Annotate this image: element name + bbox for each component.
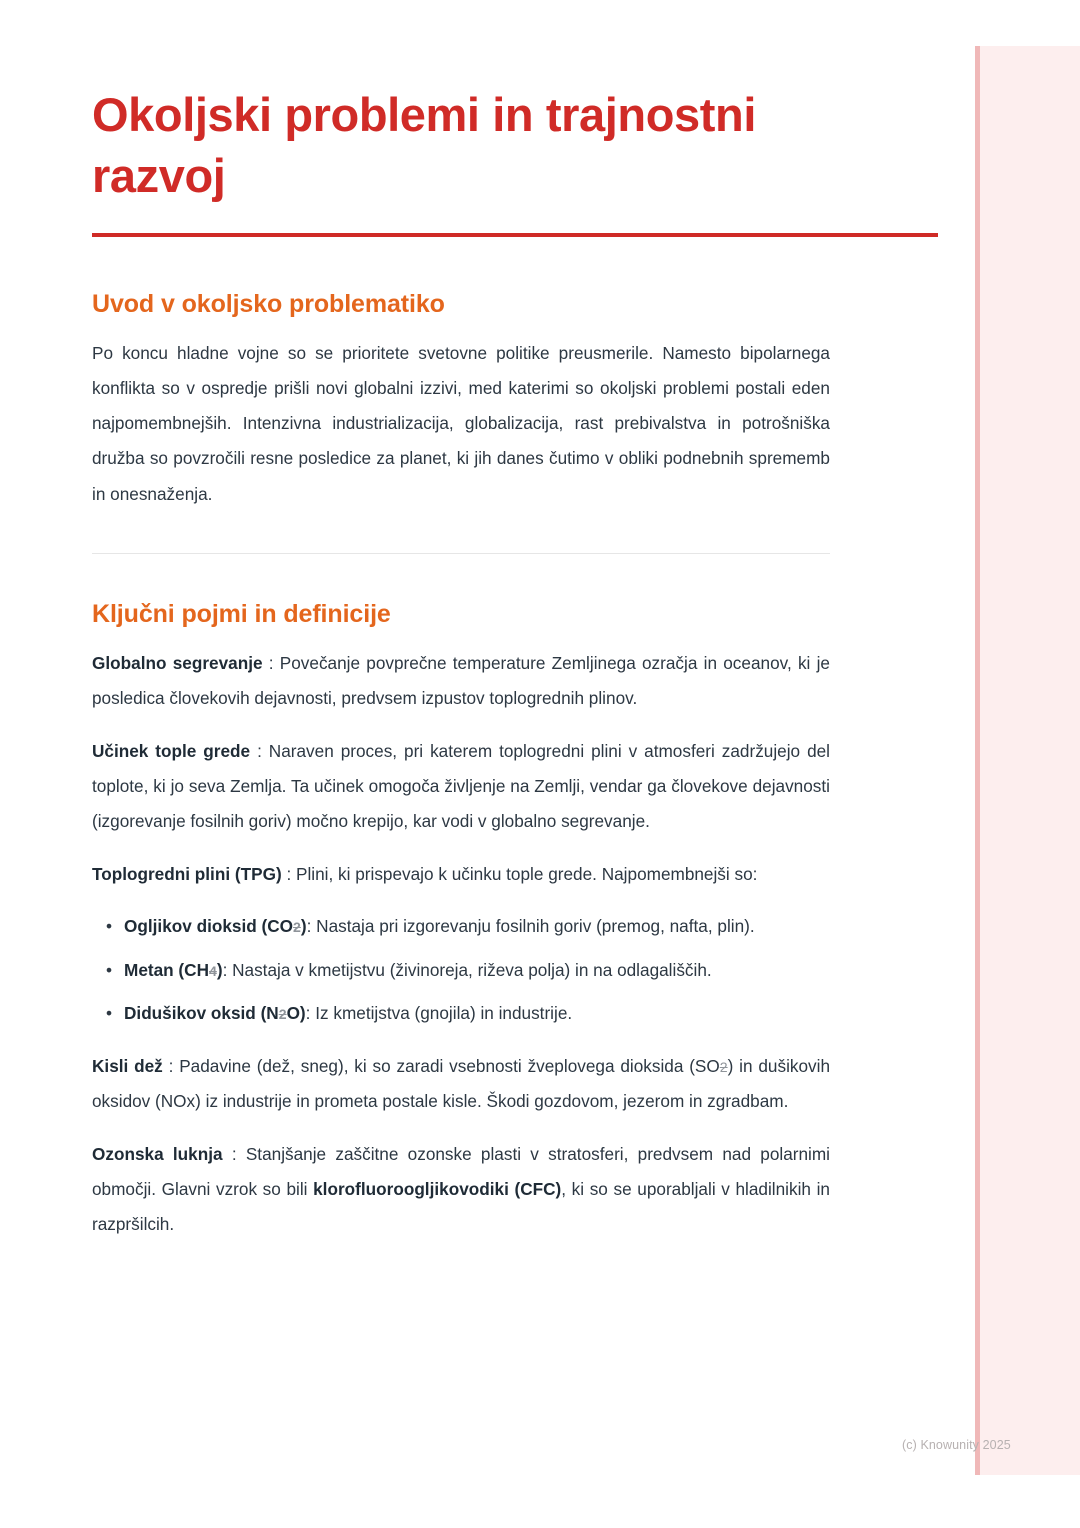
definition-text-after: ) in dušikovih oksidov (NOx) iz industrije in prometa postale kisle. Škodi gozdovom, jezerom in zgradbam. xyxy=(92,1055,831,1111)
definition-separator: : xyxy=(162,1055,180,1076)
definition-term: Ozonska luknja xyxy=(92,1144,223,1164)
definition-term: Toplogredni plini (TPG) xyxy=(92,864,282,885)
page-title: Okoljski problemi in trajnostni razvoj xyxy=(92,88,756,203)
gas-name-before: Metan (CH xyxy=(124,959,209,980)
definition-term: Kisli dež xyxy=(92,1055,163,1076)
definition-separator: : xyxy=(262,652,280,673)
definition-kisli-dez xyxy=(92,1049,830,1119)
definition-separator: : xyxy=(281,864,296,885)
definition-text-before: Padavine (dež, sneg), ki so zaradi vsebnosti žveplovega dioksida (SO xyxy=(179,1055,720,1076)
bullet-icon: • xyxy=(106,959,113,980)
definition-term: Globalno segrevanje xyxy=(92,652,263,673)
definition-text-before: Stanjšanje zaščitne ozonske plasti v stratosferi, predvsem nad polarnimi območji. Glavni vzrok so bili xyxy=(92,1144,831,1200)
definition-toplogredni-plini xyxy=(92,857,830,892)
gas-subscript: 2 xyxy=(278,1006,287,1023)
gas-description: : Iz kmetijstva (gnojila) in industrije. xyxy=(305,1003,573,1024)
paragraph-uvod: Po koncu hladne vojne so se prioritete svetovne politike preusmerile. Namesto bipolarnega konflikta so v ospredje prišli novi globalni izzivi, med katerimi so okoljski problemi postali eden najpomembnejših. Intenzivna industrializacija, globalizacija, rast prebivalstva in potrošniška družba so povzročili resne posledice za planet, ki jih danes čutimo v obliki podnebnih sprememb in onesnaženja. xyxy=(92,343,830,504)
definition-text: Naraven proces, pri katerem toplogredni plini v atmosferi zadržujejo del toplote, ki jo seva Zemlja. Ta učinek omogoča življenje na Zemlji, vendar ga človekove dejavnosti (izgorevanje fosilnih goriv) močno krepijo, kar vodi v globalno segrevanje. xyxy=(92,740,830,832)
gas-name-after: ) xyxy=(216,959,223,980)
definition-ozonska-luknja xyxy=(92,1137,830,1242)
title-divider-rule xyxy=(92,233,938,237)
bullet-icon: • xyxy=(106,916,113,937)
greenhouse-gas-list xyxy=(92,910,830,1031)
section-divider xyxy=(92,553,830,554)
definition-text: Povečanje povprečne temperature Zemljinega ozračja in oceanov, ki je posledica človekovih dejavnosti, predvsem izpustov toplogrednih plinov. xyxy=(92,652,830,708)
section-heading-uvod: Uvod v okoljsko problematiko xyxy=(92,290,445,319)
definition-bold-inline: klorofluoroogljikovodiki (CFC) xyxy=(313,1179,562,1200)
gas-description: : Nastaja v kmetijstvu (živinoreja, riževa polja) in na odlagališčih. xyxy=(222,959,712,980)
gas-description: : Nastaja pri izgorevanju fosilnih goriv (premog, nafta, plin). xyxy=(306,916,755,937)
definition-ucinek-tople-grede xyxy=(92,734,830,839)
gas-subscript: 2 xyxy=(293,919,301,936)
definition-text: Plini, ki prispevajo k učinku tople grede. Najpomembnejši so: xyxy=(296,864,758,885)
list-item xyxy=(92,997,830,1031)
decorative-side-panel xyxy=(975,46,1080,1475)
copyright-watermark: (c) Knowunity 2025 xyxy=(902,1438,1011,1452)
document-content xyxy=(92,84,938,1242)
definition-separator: : xyxy=(222,1144,246,1164)
gas-subscript: 4 xyxy=(208,962,217,979)
list-item xyxy=(92,954,830,988)
gas-name-after: ) xyxy=(300,916,307,937)
list-item xyxy=(92,910,830,944)
definition-text-after: , ki so se uporabljali v hladilnikih in razpršilcih. xyxy=(92,1179,830,1235)
gas-name-before: Didušikov oksid (N xyxy=(124,1003,279,1024)
gas-name-after: O) xyxy=(286,1003,306,1024)
bullet-icon: • xyxy=(106,1003,113,1024)
definition-globalno-segrevanje xyxy=(92,646,830,716)
gas-name-before: Ogljikov dioksid (CO xyxy=(124,916,294,937)
definition-separator: : xyxy=(250,740,269,761)
formula-subscript: 2 xyxy=(719,1058,728,1075)
definition-term: Učinek tople grede xyxy=(92,740,251,761)
section-heading-kljucni-pojmi: Ključni pojmi in definicije xyxy=(92,599,391,628)
